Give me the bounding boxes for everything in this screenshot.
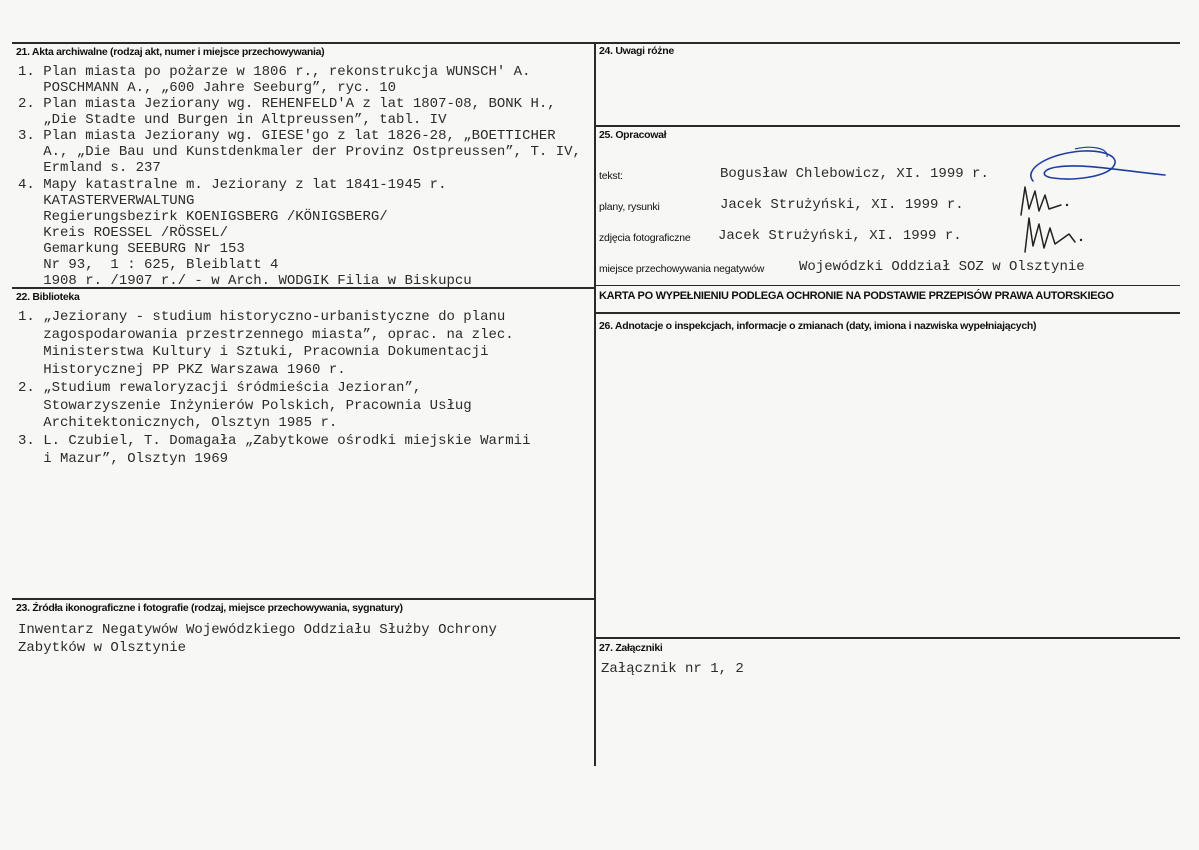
list-item: 3. L. Czubiel, T. Domagała „Zabytkowe ośrodki miejskie Warmii i Mazur”, Olsztyn 1969 [18, 433, 531, 467]
divider-25-notice [595, 285, 1180, 286]
top-border [12, 42, 1180, 44]
section-27-text: Załącznik nr 1, 2 [601, 661, 744, 677]
divider-24-25 [595, 125, 1180, 127]
section-23-header: 23. Źródła ikonograficzne i fotografie (rodzaj, miejsce przechowywania, sygnatury) [16, 602, 403, 614]
list-item: 2. Plan miasta Jeziorany wg. REHENFELD'A z lat 1807-08, BONK H., „Die Stadte und Burgen in Altpreussen”, tabl. IV [18, 96, 556, 128]
negatives-location-value: Wojewódzki Oddział SOZ w Olsztynie [799, 259, 1085, 275]
divider-26-27 [595, 637, 1180, 639]
photos-author-label: zdjęcia fotograficzne [599, 232, 691, 244]
negatives-location-label: miejsce przechowywania negatywów [599, 263, 765, 275]
photos-author-value: Jacek Strużyński, XI. 1999 r. [718, 228, 962, 244]
section-23-text: Inwentarz Negatywów Wojewódzkiego Oddziału Służby Ochrony Zabytków w Olsztynie [18, 622, 497, 656]
divider-22-23 [12, 598, 595, 600]
text-author-value: Bogusław Chlebowicz, XI. 1999 r. [720, 166, 989, 182]
drawings-author-value: Jacek Strużyński, XI. 1999 r. [720, 197, 964, 213]
section-26-header: 26. Adnotacje o inspekcjach, informacje o zmianach (daty, imiona i nazwiska wypełniających) [599, 320, 1037, 332]
section-27-header: 27. Załączniki [599, 642, 663, 654]
section-21-header: 21. Akta archiwalne (rodzaj akt, numer i miejsce przechowywania) [16, 46, 325, 58]
list-item: 1. Plan miasta po pożarze w 1806 r., rekonstrukcja WUNSCH' A. POSCHMANN A., „600 Jahre Seeburg”, ryc. 10 [18, 64, 531, 96]
center-divider [594, 42, 596, 766]
section-24-header: 24. Uwagi różne [599, 45, 674, 57]
text-author-label: tekst: [599, 170, 623, 182]
list-item: 2. „Studium rewaloryzacji śródmieścia Jezioran”, Stowarzyszenie Inżynierów Polskich, Pracownia Usług Architektonicznych, Olsztyn 1985 r. [18, 380, 472, 431]
section-25-header: 25. Opracował [599, 129, 667, 141]
signature-struzynski-2 [1017, 212, 1087, 256]
list-item: 4. Mapy katastralne m. Jeziorany z lat 1841-1945 r. KATASTERVERWALTUNG Regierungsbezirk KOENIGSBERG /KÖNIGSBERG/ Kreis ROESSEL /RÖSSEL/ Gemarkung SEEBURG Nr 153 Nr 93, 1 : 625, Bleiblatt 4 1908 r. /1907 r./ - w Arch. WODGIK Filia w Biskupcu [18, 177, 472, 289]
drawings-author-label: plany, rysunki [599, 201, 660, 213]
copyright-notice: KARTA PO WYPEŁNIENIU PODLEGA OCHRONIE NA PODSTAWIE PRZEPISÓW PRAWA AUTORSKIEGO [599, 290, 1114, 302]
divider-notice-26 [595, 312, 1180, 314]
section-22-header: 22. Biblioteka [16, 291, 80, 303]
list-item: 1. „Jeziorany - studium historyczno-urbanistyczne do planu zagospodarowania przestrzennego miasta”, oprac. na zlec. Ministerstwa Kultury i Sztuki, Pracownia Dokumentacji Historycznej PP PKZ Warszawa 1960 r. [18, 309, 514, 378]
list-item: 3. Plan miasta Jeziorany wg. GIESE'go z lat 1826-28, „BOETTICHER A., „Die Bau und Kunstdenkmaler der Provinz Ostpreussen”, T. IV, Ermland s. 237 [18, 128, 581, 176]
